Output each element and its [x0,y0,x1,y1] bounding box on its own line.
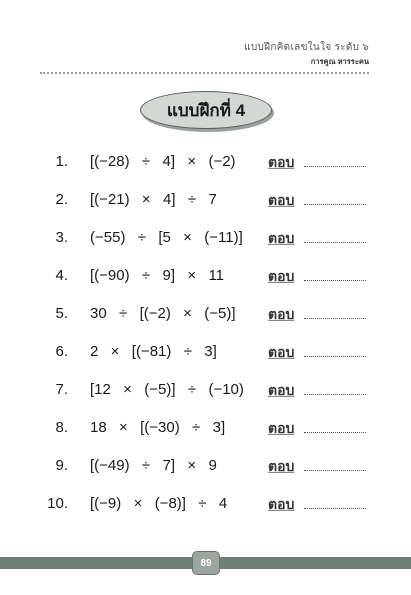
answer-blank[interactable] [304,166,366,167]
answer-blank[interactable] [304,432,366,433]
problem-row [0,378,411,402]
problem-row [0,454,411,478]
problem-number: 3. [55,229,68,246]
problem-expression: (−55) ÷ [5 × (−11)] [90,229,243,246]
problem-number: 2. [55,191,68,208]
problem-number: 7. [55,381,68,398]
problem-number: 4. [55,267,68,284]
answer-label: ตอบ [268,154,295,170]
answer-label: ตอบ [268,268,295,284]
page-number: 89 [200,557,212,569]
book-title: แบบฝึกคิดเลขในใจ ระดับ ๖ [244,42,369,53]
problem-expression: [(−21) × 4] ÷ 7 [90,191,217,208]
answer-blank[interactable] [304,356,366,357]
problem-row [0,264,411,288]
problem-expression: 18 × [(−30) ÷ 3] [90,419,226,436]
answer-label: ตอบ [268,420,295,436]
problem-expression: 30 ÷ [(−2) × (−5)] [90,305,236,322]
answer-label: ตอบ [268,496,295,512]
answer-label: ตอบ [268,230,295,246]
page-number-badge [192,551,220,575]
problem-number: 1. [55,153,68,170]
answer-label: ตอบ [268,306,295,322]
problem-expression: [(−9) × (−8)] ÷ 4 [90,495,228,512]
problem-expression: 2 × [(−81) ÷ 3] [90,343,217,360]
exercise-title: แบบฝึกที่ 4 [166,100,246,120]
answer-blank[interactable] [304,318,366,319]
answer-blank[interactable] [304,470,366,471]
problem-number: 10. [47,495,68,512]
problem-number: 8. [55,419,68,436]
problem-row [0,492,411,516]
problem-number: 6. [55,343,68,360]
problem-row [0,340,411,364]
answer-label: ตอบ [268,458,295,474]
problem-number: 9. [55,457,68,474]
problem-expression: [12 × (−5)] ÷ (−10) [90,381,244,398]
problem-expression: [(−49) ÷ 7] × 9 [90,457,217,474]
answer-blank[interactable] [304,242,366,243]
problem-row [0,150,411,174]
problem-row [0,226,411,250]
problem-row [0,302,411,326]
problem-row [0,416,411,440]
answer-blank[interactable] [304,394,366,395]
chapter-subtitle: การคูณ หารระคน [310,57,369,66]
problem-expression: [(−28) ÷ 4] × (−2) [90,153,236,170]
answer-label: ตอบ [268,192,295,208]
problem-row [0,188,411,212]
answer-label: ตอบ [268,344,295,360]
problem-number: 5. [55,305,68,322]
answer-label: ตอบ [268,382,295,398]
answer-blank[interactable] [304,280,366,281]
problem-expression: [(−90) ÷ 9] × 11 [90,267,225,284]
answer-blank[interactable] [304,204,366,205]
answer-blank[interactable] [304,508,366,509]
